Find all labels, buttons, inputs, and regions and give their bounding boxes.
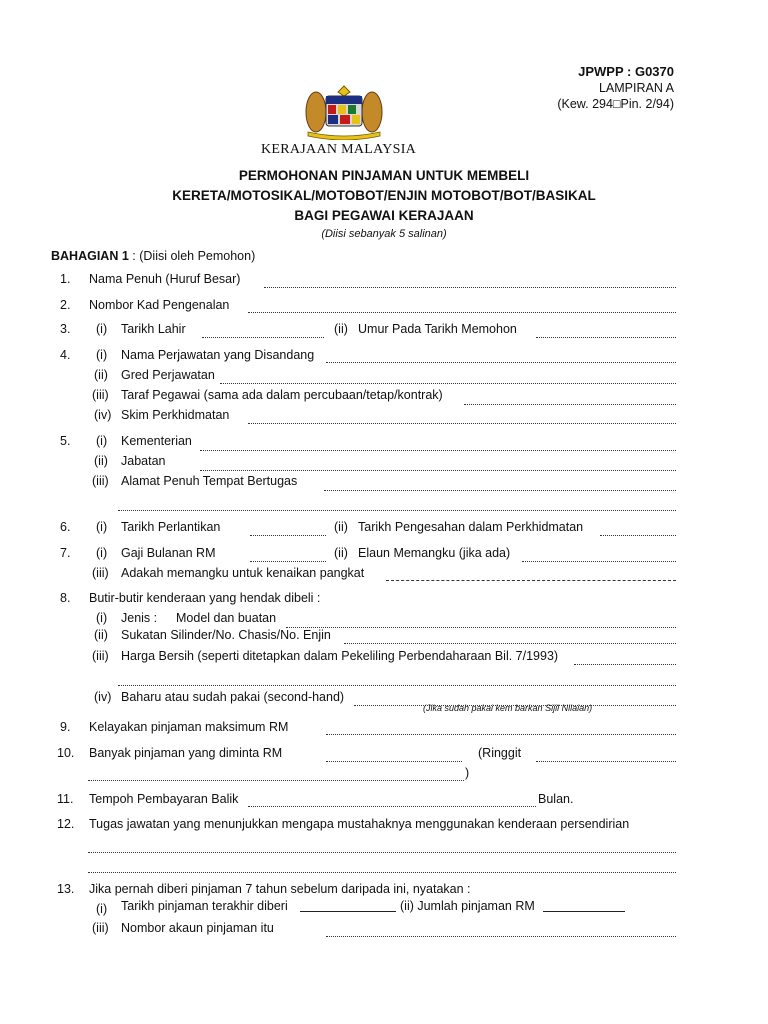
coat-of-arms-logo bbox=[296, 80, 392, 140]
officer-status-label: Taraf Pegawai (sama ada dalam percubaan/tetap/kontrak) bbox=[121, 388, 443, 402]
monthly-salary-label: Gaji Bulanan RM bbox=[121, 546, 216, 560]
model-make-label: Model dan buatan bbox=[176, 611, 277, 625]
item-4ii-number: (ii) bbox=[94, 368, 108, 382]
grade-field[interactable] bbox=[220, 383, 676, 384]
ministry-field[interactable] bbox=[200, 450, 676, 451]
age-field[interactable] bbox=[536, 337, 676, 338]
job-duties-field-2[interactable] bbox=[88, 872, 676, 873]
department-field[interactable] bbox=[200, 470, 676, 471]
item-number-5: 5. bbox=[60, 434, 71, 448]
form-title-line-2: KERETA/MOTOSIKAL/MOTOBOT/ENJIN MOTOBOT/BOT/BASIKAL bbox=[172, 188, 596, 203]
form-title-line-3: BAGI PEGAWAI KERAJAAN bbox=[294, 208, 474, 223]
item-number-13: 13. bbox=[57, 882, 75, 896]
item-8iii-number: (iii) bbox=[92, 649, 109, 663]
section-heading bbox=[51, 249, 255, 263]
item-5iii-number: (iii) bbox=[92, 474, 109, 488]
full-name-label: Nama Penuh (Huruf Besar) bbox=[89, 272, 241, 286]
last-loan-date-field[interactable] bbox=[300, 911, 396, 912]
section-label: BAHAGIAN 1 bbox=[51, 249, 129, 263]
acting-promotion-label: Adakah memangku untuk kenaikan pangkat bbox=[121, 566, 365, 580]
item-number-8: 8. bbox=[60, 591, 71, 605]
officer-status-field[interactable] bbox=[464, 404, 676, 405]
copies-note: (Diisi sebanyak 5 salinan) bbox=[321, 228, 447, 240]
full-name-field[interactable] bbox=[264, 287, 676, 288]
birth-date-field[interactable] bbox=[202, 337, 324, 338]
vehicle-details-label: Butir-butir kenderaan yang hendak dibeli : bbox=[89, 591, 321, 605]
ringgit-words-field-2[interactable] bbox=[88, 780, 464, 781]
grade-label: Gred Perjawatan bbox=[121, 368, 215, 382]
item-13iii-number: (iii) bbox=[92, 921, 109, 935]
months-label: Bulan. bbox=[538, 792, 574, 806]
item-number-2: 2. bbox=[60, 298, 71, 312]
birth-date-label: Tarikh Lahir bbox=[121, 322, 186, 336]
loan-account-field[interactable] bbox=[326, 936, 676, 937]
service-scheme-label: Skim Perkhidmatan bbox=[121, 408, 230, 422]
job-duties-label: Tugas jawatan yang menunjukkan mengapa mustahaknya menggunakan kenderaan persendirian bbox=[89, 817, 630, 831]
position-field[interactable] bbox=[326, 362, 676, 363]
item-6i-number: (i) bbox=[96, 520, 108, 534]
loan-amount-field[interactable] bbox=[543, 911, 625, 912]
workplace-address-field[interactable] bbox=[324, 490, 676, 491]
item-number-4: 4. bbox=[60, 348, 71, 362]
appointment-date-field[interactable] bbox=[250, 535, 326, 536]
loan-account-label: Nombor akaun pinjaman itu bbox=[121, 921, 274, 935]
ringgit-words-field[interactable] bbox=[536, 761, 676, 762]
item-5i-number: (i) bbox=[96, 434, 108, 448]
loan-requested-label: Banyak pinjaman yang diminta RM bbox=[89, 746, 283, 760]
repayment-period-label: Tempoh Pembayaran Balik bbox=[89, 792, 239, 806]
item-5ii-number: (ii) bbox=[94, 454, 108, 468]
form-title-line-1: PERMOHONAN PINJAMAN UNTUK MEMBELI bbox=[238, 168, 530, 183]
service-scheme-field[interactable] bbox=[248, 423, 676, 424]
monthly-salary-field[interactable] bbox=[250, 561, 326, 562]
item-8i-number: (i) bbox=[96, 611, 108, 625]
item-13i-number: (i) bbox=[96, 902, 108, 916]
item-3i-number: (i) bbox=[96, 322, 108, 336]
job-duties-field-1[interactable] bbox=[88, 852, 676, 853]
valuation-certificate-note: (Jika sudah pakai kem barkan Sijil Nilaian) bbox=[423, 703, 593, 713]
section-subtitle: : (Diisi oleh Pemohon) bbox=[132, 249, 256, 263]
item-number-11: 11. bbox=[57, 792, 74, 806]
acting-promotion-field[interactable] bbox=[386, 580, 676, 581]
item-number-10: 10. bbox=[57, 746, 75, 760]
position-label: Nama Perjawatan yang Disandang bbox=[121, 348, 315, 362]
confirmation-date-label: Tarikh Pengesahan dalam Perkhidmatan bbox=[358, 520, 584, 534]
item-3ii-number: (ii) bbox=[334, 322, 348, 336]
acting-allowance-field[interactable] bbox=[522, 561, 676, 562]
item-8iv-number: (iv) bbox=[94, 690, 112, 704]
loan-requested-field[interactable] bbox=[326, 761, 462, 762]
max-loan-field[interactable] bbox=[326, 734, 676, 735]
loan-amount-label: (ii) Jumlah pinjaman RM bbox=[400, 899, 535, 913]
item-4iii-number: (iii) bbox=[92, 388, 109, 402]
item-number-6: 6. bbox=[60, 520, 71, 534]
confirmation-date-field[interactable] bbox=[600, 535, 676, 536]
ringgit-label: (Ringgit bbox=[478, 746, 522, 760]
ic-number-label: Nombor Kad Pengenalan bbox=[89, 298, 230, 312]
previous-loan-label: Jika pernah diberi pinjaman 7 tahun sebelum daripada ini, nyatakan : bbox=[89, 882, 471, 896]
ringgit-close-paren: ) bbox=[465, 766, 470, 780]
new-or-used-label: Baharu atau sudah pakai (second-hand) bbox=[121, 690, 345, 704]
item-number-7: 7. bbox=[60, 546, 71, 560]
item-8ii-number: (ii) bbox=[94, 628, 108, 642]
item-number-1: 1. bbox=[60, 272, 71, 286]
workplace-address-label: Alamat Penuh Tempat Bertugas bbox=[121, 474, 298, 488]
item-6ii-number: (ii) bbox=[334, 520, 348, 534]
ic-number-field[interactable] bbox=[248, 312, 676, 313]
item-number-9: 9. bbox=[60, 720, 71, 734]
net-price-label: Harga Bersih (seperti ditetapkan dalam Pekeliling Perbendaharaan Bil. 7/1993) bbox=[121, 649, 559, 663]
acting-allowance-label: Elaun Memangku (jika ada) bbox=[358, 546, 511, 560]
kew-reference: (Kew. 294□Pin. 2/94) bbox=[557, 97, 674, 111]
department-label: Jabatan bbox=[121, 454, 166, 468]
item-7iii-number: (iii) bbox=[92, 566, 109, 580]
form-reference: JPWPP : G0370 bbox=[578, 64, 674, 79]
engine-details-field[interactable] bbox=[344, 643, 676, 644]
workplace-address-field-2[interactable] bbox=[118, 510, 676, 511]
item-7ii-number: (ii) bbox=[334, 546, 348, 560]
last-loan-date-label: Tarikh pinjaman terakhir diberi bbox=[121, 899, 288, 913]
net-price-field[interactable] bbox=[574, 664, 676, 665]
item-number-3: 3. bbox=[60, 322, 71, 336]
appointment-date-label: Tarikh Perlantikan bbox=[121, 520, 221, 534]
age-label: Umur Pada Tarikh Memohon bbox=[358, 322, 517, 336]
item-4iv-number: (iv) bbox=[94, 408, 112, 422]
government-title: KERAJAAN MALAYSIA bbox=[261, 142, 417, 157]
model-make-field[interactable] bbox=[286, 627, 676, 628]
net-price-field-2[interactable] bbox=[118, 685, 676, 686]
lampiran-label: LAMPIRAN A bbox=[598, 81, 674, 95]
item-number-12: 12. bbox=[57, 817, 75, 831]
vehicle-type-label: Jenis : bbox=[121, 611, 158, 625]
repayment-period-field[interactable] bbox=[248, 806, 536, 807]
item-4i-number: (i) bbox=[96, 348, 108, 362]
engine-details-label: Sukatan Silinder/No. Chasis/No. Enjin bbox=[121, 628, 331, 642]
max-loan-label: Kelayakan pinjaman maksimum RM bbox=[89, 720, 289, 734]
ministry-label: Kementerian bbox=[121, 434, 192, 448]
item-7i-number: (i) bbox=[96, 546, 108, 560]
